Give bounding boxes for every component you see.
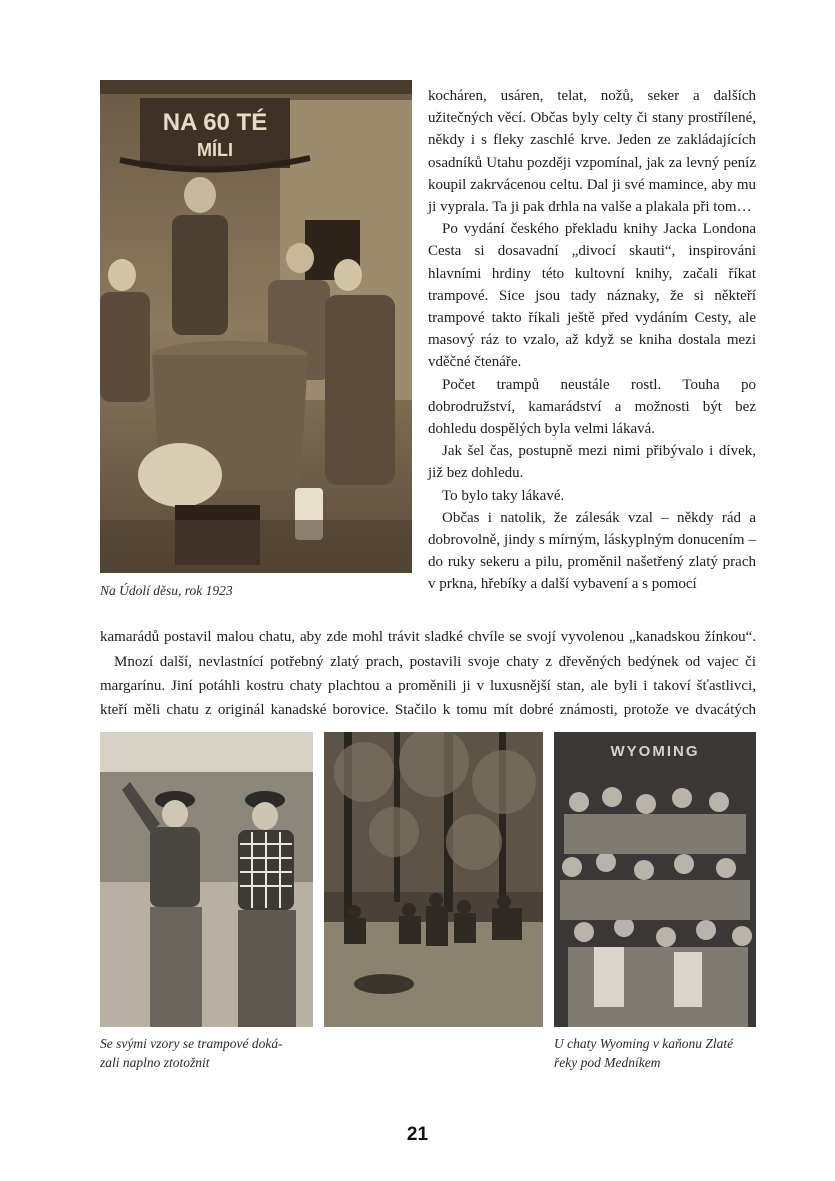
caption-line: řeky pod Medníkem <box>554 1055 661 1070</box>
photo-wyoming-group-image <box>554 732 756 1027</box>
photo-tramps-posing <box>100 732 313 1027</box>
paragraph-3: Počet trampů neustále rostl. Touha po dobrodružství, kamarádství a možnosti být bez dohledu dospělých byla velmi lákavá. <box>428 376 756 438</box>
paragraph-2: Po vydání českého překladu knihy Jacka Londona Cesta si dosavadní „divocí skauti“, inspirováni hlavními hrdiny této kultovní knihy, začali říkat trampové. Sice jsou tady náznaky, že si někteří trampové takto říkali ještě před vydáním Cesty, ale masový ráz to vzalo, až když se kniha dostala mezi vděčné čtenáře. <box>428 221 756 371</box>
body-line-4: kteří měli chatu z originál kanadské borovice. Stačilo k tomu mít dobré známosti, protože ve dvacátých <box>100 702 756 718</box>
photo-wyoming-group <box>554 732 756 1027</box>
article-column <box>428 85 756 596</box>
paragraph-5: To bylo taky lákavé. <box>442 487 565 504</box>
caption-line: U chaty Wyoming v kaňonu Zlaté <box>554 1036 734 1051</box>
photo-bottom-right-caption <box>554 1034 764 1072</box>
photo-bottom-left-caption <box>100 1034 320 1072</box>
photo-na-60te-mili <box>100 80 412 573</box>
page-number: 21 <box>406 1124 429 1145</box>
body-line-3: margarínu. Jiní potáhli kostru chaty plachtou a proměnili ji v luxusnější stan, ale byli i takoví šťastlivci, <box>100 678 756 694</box>
photo-main-caption: Na Údolí děsu, rok 1923 <box>100 583 233 598</box>
sign-text-line2: MÍLI <box>197 140 233 160</box>
sign-text-line1: NA 60 TÉ <box>162 109 268 136</box>
photo-tramps-posing-image <box>100 732 313 1027</box>
caption-line: Se svými vzory se trampové doká- <box>100 1036 283 1051</box>
paragraph-6: Občas i natolik, že zálesák vzal – někdy rád a dobrovolně, jindy s mírným, láskyplným donucením – do ruky sekeru a pilu, proměnil našetřený zlatý prach v prkna, hřebíky a další vybavení a s pomocí <box>428 509 756 593</box>
body-line-2: Mnozí další, nevlastnící potřebný zlatý prach, postavili svoje chaty z dřevěných bedýnek od vajec či <box>114 654 756 670</box>
paragraph-1: kocháren, usáren, telat, nožů, seker a dalších užitečných věcí. Občas byly celty či stany prostřílené, někdy i s fleky zaschlé krve. Jeden ze zakládajících osadníků Utahu později vzpomínal, jak za levný peníz koupil zakrvácenou celtu. Dal ji své mamince, aby mu ji vyprala. Ta ji pak drhla na valše a plakala při tom… <box>428 88 756 216</box>
body-line-1: kamarádů postavil malou chatu, aby zde mohl trávit sladké chvíle se svojí vyvolenou „kanadskou žínkou“. <box>100 629 756 645</box>
photo-main-image <box>100 80 412 573</box>
photo-forest-camp-image <box>324 732 543 1027</box>
wyoming-sign-text: WYOMING <box>610 743 700 760</box>
paragraph-4: Jak šel čas, postupně mezi nimi přibývalo i dívek, již bez dohledu. <box>428 443 756 482</box>
caption-line: zali naplno ztotožnit <box>100 1055 210 1070</box>
photo-forest-camp <box>324 732 543 1027</box>
